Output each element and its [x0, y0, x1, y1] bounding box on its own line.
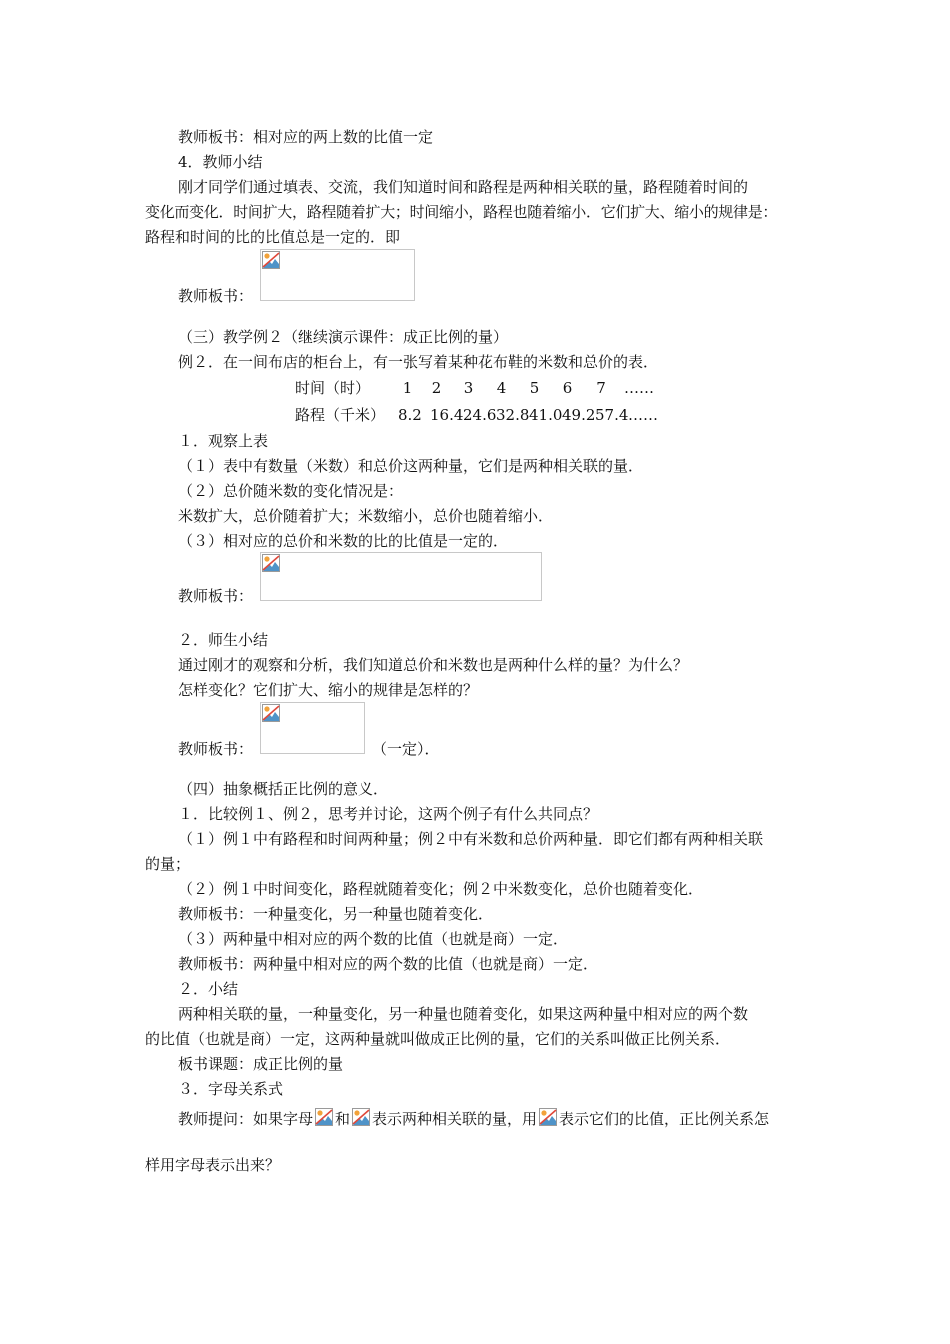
- table-cell: 24.6: [463, 406, 497, 424]
- table-row-label: 路程（千米）: [295, 406, 386, 424]
- list-item: （３）相对应的总价和米数的比的比值是一定的．: [178, 532, 509, 550]
- paragraph-line: 路程和时间的比的比值总是一定的．即: [145, 228, 401, 246]
- table-cell: 32.8: [496, 406, 530, 424]
- image-placeholder: [260, 249, 415, 301]
- question-text: 和: [335, 1110, 351, 1128]
- question-text: 教师提问：如果字母: [178, 1110, 314, 1128]
- table-cell: 3: [463, 379, 474, 397]
- table-cell: 1: [402, 379, 413, 397]
- broken-image-icon: [262, 554, 280, 572]
- question-text: 表示它们的比值，正比例关系怎: [559, 1110, 770, 1128]
- section-example-2: （三）教学例２（继续演示课件：成正比例的量）: [178, 328, 509, 346]
- table-cell: 7: [596, 379, 606, 397]
- question-text: 表示两种相关联的量，用: [372, 1110, 538, 1128]
- image-placeholder: [260, 552, 542, 601]
- table-row-label: 时间（时）: [295, 379, 371, 397]
- board-note: 教师板书：一种量变化，另一种量也随着变化．: [178, 905, 494, 923]
- board-note: 教师板书：两种量中相对应的两个数的比值（也就是商）一定．: [178, 955, 599, 973]
- paragraph-line: 样用字母表示出来？: [145, 1156, 281, 1174]
- board-note-label: 教师板书：: [178, 287, 254, 305]
- section-formula: ３．字母关系式: [178, 1080, 284, 1098]
- paragraph-line: 米数扩大，总价随着扩大；米数缩小，总价也随着缩小．: [178, 507, 554, 525]
- paragraph-line: 两种相关联的量，一种量变化，另一种量也随着变化，如果这两种量中相对应的两个数: [178, 1005, 749, 1023]
- paragraph-line: 通过刚才的观察和分析，我们知道总价和米数也是两种什么样的量？为什么？: [178, 656, 689, 674]
- table-cell: 49.2: [562, 406, 596, 424]
- broken-image-icon: [539, 1108, 557, 1126]
- broken-image-icon: [315, 1108, 333, 1126]
- list-item: （１）表中有数量（米数）和总价这两种量，它们是两种相关联的量．: [178, 457, 644, 475]
- paragraph-line: 变化而变化．时间扩大，路程随着扩大；时间缩小，路程也随着缩小．它们扩大、缩小的规律是：: [145, 203, 778, 221]
- broken-image-icon: [262, 251, 280, 269]
- list-item: １．比较例１、例２，思考并讨论，这两个例子有什么共同点？: [178, 805, 599, 823]
- table-cell: 6: [562, 379, 573, 397]
- table-cell: ……: [628, 406, 658, 424]
- paragraph-line: 怎样变化？它们扩大、缩小的规律是怎样的？: [178, 681, 479, 699]
- list-item: （３）两种量中相对应的两个数的比值（也就是商）一定．: [178, 930, 569, 948]
- broken-image-icon: [352, 1108, 370, 1126]
- inline-image: [351, 1108, 371, 1128]
- list-item: （１）例１中有路程和时间两种量；例２中有米数和总价两种量．即它们都有两种相关联: [178, 830, 764, 848]
- table-cell: 8.2: [398, 406, 422, 424]
- observe-heading: １．观察上表: [178, 432, 269, 450]
- paragraph-line: 刚才同学们通过填表、交流，我们知道时间和路程是两种相关联的量，路程随着时间的: [178, 178, 749, 196]
- board-title: 板书课题：成正比例的量: [178, 1055, 344, 1073]
- board-note-label: 教师板书：: [178, 740, 254, 758]
- inline-image: [538, 1108, 558, 1128]
- table-cell: 41.0: [529, 406, 563, 424]
- example-2-text: 例２．在一间布店的柜台上，有一张写着某种花布鞋的米数和总价的表．: [178, 353, 659, 371]
- paragraph-line: 的比值（也就是商）一定，这两种量就叫做成正比例的量，它们的关系叫做正比例关系．: [145, 1030, 731, 1048]
- table-cell: ……: [624, 379, 654, 397]
- image-placeholder: [260, 702, 365, 754]
- table-cell: 16.4: [430, 406, 464, 424]
- section-abstract: （四）抽象概括正比例的意义．: [178, 780, 389, 798]
- list-item: （２）总价随米数的变化情况是：: [178, 482, 404, 500]
- table-row: [295, 378, 659, 398]
- table-cell: 5: [529, 379, 540, 397]
- table-cell: 2: [431, 379, 442, 397]
- section-teacher-summary: 4．教师小结: [178, 153, 263, 171]
- board-note-suffix: （一定）．: [372, 740, 440, 758]
- board-note-label: 教师板书：: [178, 587, 254, 605]
- section-summary: ２．师生小结: [178, 631, 269, 649]
- table-cell: 57.4: [595, 406, 629, 424]
- section-summary: ２．小结: [178, 980, 239, 998]
- inline-image: [314, 1108, 334, 1128]
- table-row: [295, 405, 663, 425]
- list-item: （２）例１中时间变化，路程就随着变化；例２中米数变化，总价也随着变化．: [178, 880, 704, 898]
- broken-image-icon: [262, 704, 280, 722]
- paragraph-line: 的量；: [145, 855, 191, 873]
- question-line: [178, 1108, 769, 1129]
- table-cell: 4: [496, 379, 507, 397]
- board-note-ratio: 教师板书：相对应的两上数的比值一定: [178, 128, 434, 146]
